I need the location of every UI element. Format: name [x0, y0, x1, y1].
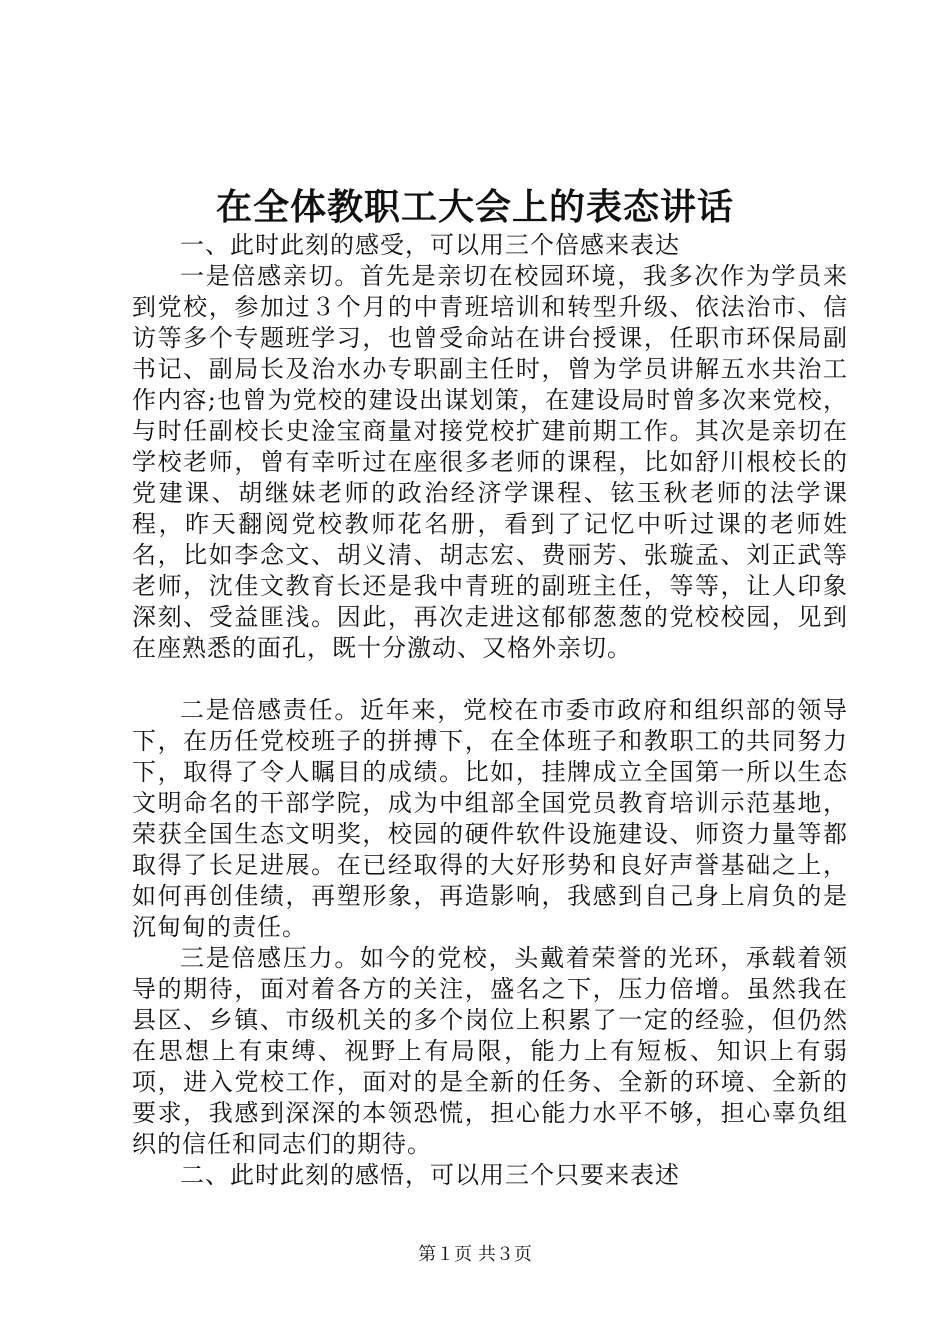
- paragraph-cordiality: 一是倍感亲切。首先是亲切在校园环境，我多次作为学员来到党校，参加过３个月的中青班培训和转型升级、依法治市、信访等多个专题班学习，也曾受命站在讲台授课，任职市环保局副书记、副局长及治水办专职副主任时，曾为学员讲解五水共治工作内容;也曾为党校的建设出谋划策，在建设局时曾多次来党校，与时任副校长史淦宝商量对接党校扩建前期工作。其次是亲切在学校老师，曾有幸听过在座很多老师的课程，比如舒川根校长的党建课、胡继妹老师的政治经济学课程、铉玉秋老师的法学课程，昨天翻阅党校教师花名册，看到了记忆中听过课的老师姓名，比如李念文、胡义清、胡志宏、费丽芳、张璇孟、刘正武等老师，沈佳文教育长还是我中青班的副班主任，等等，让人印象深刻、受益匪浅。因此，再次走进这郁郁葱葱的党校校园，见到在座熟悉的面孔，既十分激动、又格外亲切。: [132, 262, 848, 662]
- document-body: [132, 230, 848, 1191]
- paragraph-responsibility: 二是倍感责任。近年来，党校在市委市政府和组织部的领导下，在历任党校班子的拼搏下，在全体班子和教职工的共同努力下，取得了令人瞩目的成绩。比如，挂牌成立全国第一所以生态文明命名的干部学院，成为中组部全国党员教育培训示范基地，荣获全国生态文明奖，校园的硬件软件设施建设、师资力量等都取得了长足进展。在已经取得的大好形势和良好声誉基础之上，如何再创佳绩，再塑形象，再造影响，我感到自己身上肩负的是沉甸甸的责任。: [132, 696, 848, 941]
- paragraph-pressure: 三是倍感压力。如今的党校，头戴着荣誉的光环，承载着领导的期待，面对着各方的关注，盛名之下，压力倍增。虽然我在县区、乡镇、市级机关的多个岗位上积累了一定的经验，但仍然在思想上有束缚、视野上有局限，能力上有短板、知识上有弱项，进入党校工作，面对的是全新的任务、全新的环境、全新的要求，我感到深深的本领恐慌，担心能力水平不够，担心辜负组织的信任和同志们的期待。: [132, 944, 848, 1158]
- section-heading-1: 一、此时此刻的感受，可以用三个倍感来表达: [180, 231, 680, 259]
- page-number-footer: 第１页 共３页: [418, 1244, 532, 1265]
- document-title: 在全体教职工大会上的表态讲话: [215, 186, 734, 228]
- section-heading-2: 二、此时此刻的感悟，可以用三个只要来表述: [180, 1161, 680, 1189]
